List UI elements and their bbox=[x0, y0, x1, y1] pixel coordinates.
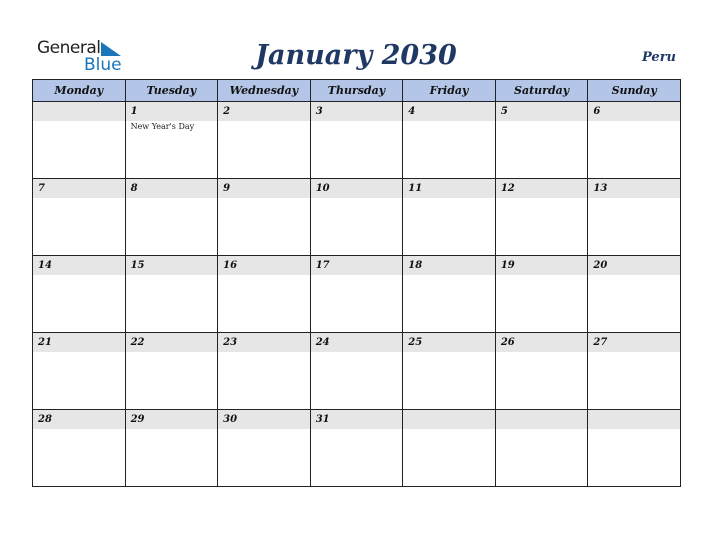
day-cell[interactable] bbox=[125, 102, 218, 179]
date-number: 18 bbox=[403, 256, 495, 275]
day-header-monday: Monday bbox=[33, 80, 126, 102]
holiday-label: New Year's Day bbox=[130, 122, 195, 131]
date-number: 25 bbox=[403, 333, 495, 352]
date-number: 19 bbox=[496, 256, 588, 275]
date-number: 9 bbox=[218, 179, 310, 198]
day-cell[interactable] bbox=[310, 410, 403, 487]
date-number: 26 bbox=[496, 333, 588, 352]
date-number: 6 bbox=[588, 102, 680, 121]
page-title: January 2030 bbox=[255, 40, 457, 71]
day-cell[interactable] bbox=[403, 179, 496, 256]
day-header-tuesday: Tuesday bbox=[125, 80, 218, 102]
day-cell[interactable] bbox=[125, 333, 218, 410]
date-number: 24 bbox=[311, 333, 403, 352]
day-cell[interactable] bbox=[218, 410, 311, 487]
date-number: 11 bbox=[403, 179, 495, 198]
date-number bbox=[33, 102, 125, 121]
day-cell[interactable] bbox=[310, 179, 403, 256]
day-cell[interactable] bbox=[495, 410, 588, 487]
day-cell[interactable] bbox=[125, 410, 218, 487]
date-number: 10 bbox=[311, 179, 403, 198]
logo-general: General bbox=[37, 38, 101, 58]
day-cell[interactable] bbox=[588, 410, 681, 487]
day-cell[interactable] bbox=[495, 102, 588, 179]
day-cell[interactable] bbox=[588, 333, 681, 410]
date-number bbox=[403, 410, 495, 429]
date-number: 1 bbox=[126, 102, 218, 121]
date-number: 22 bbox=[126, 333, 218, 352]
day-cell[interactable] bbox=[125, 179, 218, 256]
day-header-wednesday: Wednesday bbox=[218, 80, 311, 102]
date-number: 20 bbox=[588, 256, 680, 275]
date-number: 15 bbox=[126, 256, 218, 275]
day-cell[interactable] bbox=[495, 333, 588, 410]
date-number: 13 bbox=[588, 179, 680, 198]
day-cell[interactable] bbox=[403, 333, 496, 410]
week-row bbox=[33, 179, 681, 256]
date-number: 28 bbox=[33, 410, 125, 429]
date-number: 16 bbox=[218, 256, 310, 275]
day-cell[interactable] bbox=[218, 102, 311, 179]
day-header-saturday: Saturday bbox=[495, 80, 588, 102]
date-number: 14 bbox=[33, 256, 125, 275]
day-cell[interactable] bbox=[403, 256, 496, 333]
day-cell[interactable] bbox=[310, 333, 403, 410]
date-number: 5 bbox=[496, 102, 588, 121]
calendar-grid bbox=[32, 79, 681, 487]
date-number bbox=[496, 410, 588, 429]
week-row bbox=[33, 333, 681, 410]
day-cell[interactable] bbox=[588, 102, 681, 179]
logo-blue: Blue bbox=[84, 55, 122, 75]
date-number: 4 bbox=[403, 102, 495, 121]
date-number: 27 bbox=[588, 333, 680, 352]
day-cell[interactable] bbox=[33, 333, 126, 410]
day-cell[interactable] bbox=[310, 102, 403, 179]
day-cell[interactable] bbox=[218, 179, 311, 256]
date-number: 21 bbox=[33, 333, 125, 352]
date-number: 2 bbox=[218, 102, 310, 121]
day-cell[interactable] bbox=[310, 256, 403, 333]
country-label: Peru bbox=[642, 50, 676, 65]
day-cell[interactable] bbox=[33, 410, 126, 487]
week-row bbox=[33, 256, 681, 333]
date-number: 7 bbox=[33, 179, 125, 198]
day-cell[interactable] bbox=[125, 256, 218, 333]
date-number: 17 bbox=[311, 256, 403, 275]
date-number: 3 bbox=[311, 102, 403, 121]
day-cell[interactable] bbox=[218, 256, 311, 333]
day-cell[interactable] bbox=[218, 333, 311, 410]
date-number: 29 bbox=[126, 410, 218, 429]
day-cell[interactable] bbox=[403, 102, 496, 179]
day-cell[interactable] bbox=[33, 102, 126, 179]
date-number: 8 bbox=[126, 179, 218, 198]
week-row bbox=[33, 410, 681, 487]
day-header-sunday: Sunday bbox=[588, 80, 681, 102]
day-cell[interactable] bbox=[495, 179, 588, 256]
day-cell[interactable] bbox=[588, 179, 681, 256]
date-number: 23 bbox=[218, 333, 310, 352]
date-number: 30 bbox=[218, 410, 310, 429]
day-cell[interactable] bbox=[588, 256, 681, 333]
date-number: 12 bbox=[496, 179, 588, 198]
day-cell[interactable] bbox=[495, 256, 588, 333]
day-cell[interactable] bbox=[403, 410, 496, 487]
date-number bbox=[588, 410, 680, 429]
week-row bbox=[33, 102, 681, 179]
date-number: 31 bbox=[311, 410, 403, 429]
day-header-thursday: Thursday bbox=[310, 80, 403, 102]
day-header-friday: Friday bbox=[403, 80, 496, 102]
day-cell[interactable] bbox=[33, 256, 126, 333]
day-cell[interactable] bbox=[33, 179, 126, 256]
